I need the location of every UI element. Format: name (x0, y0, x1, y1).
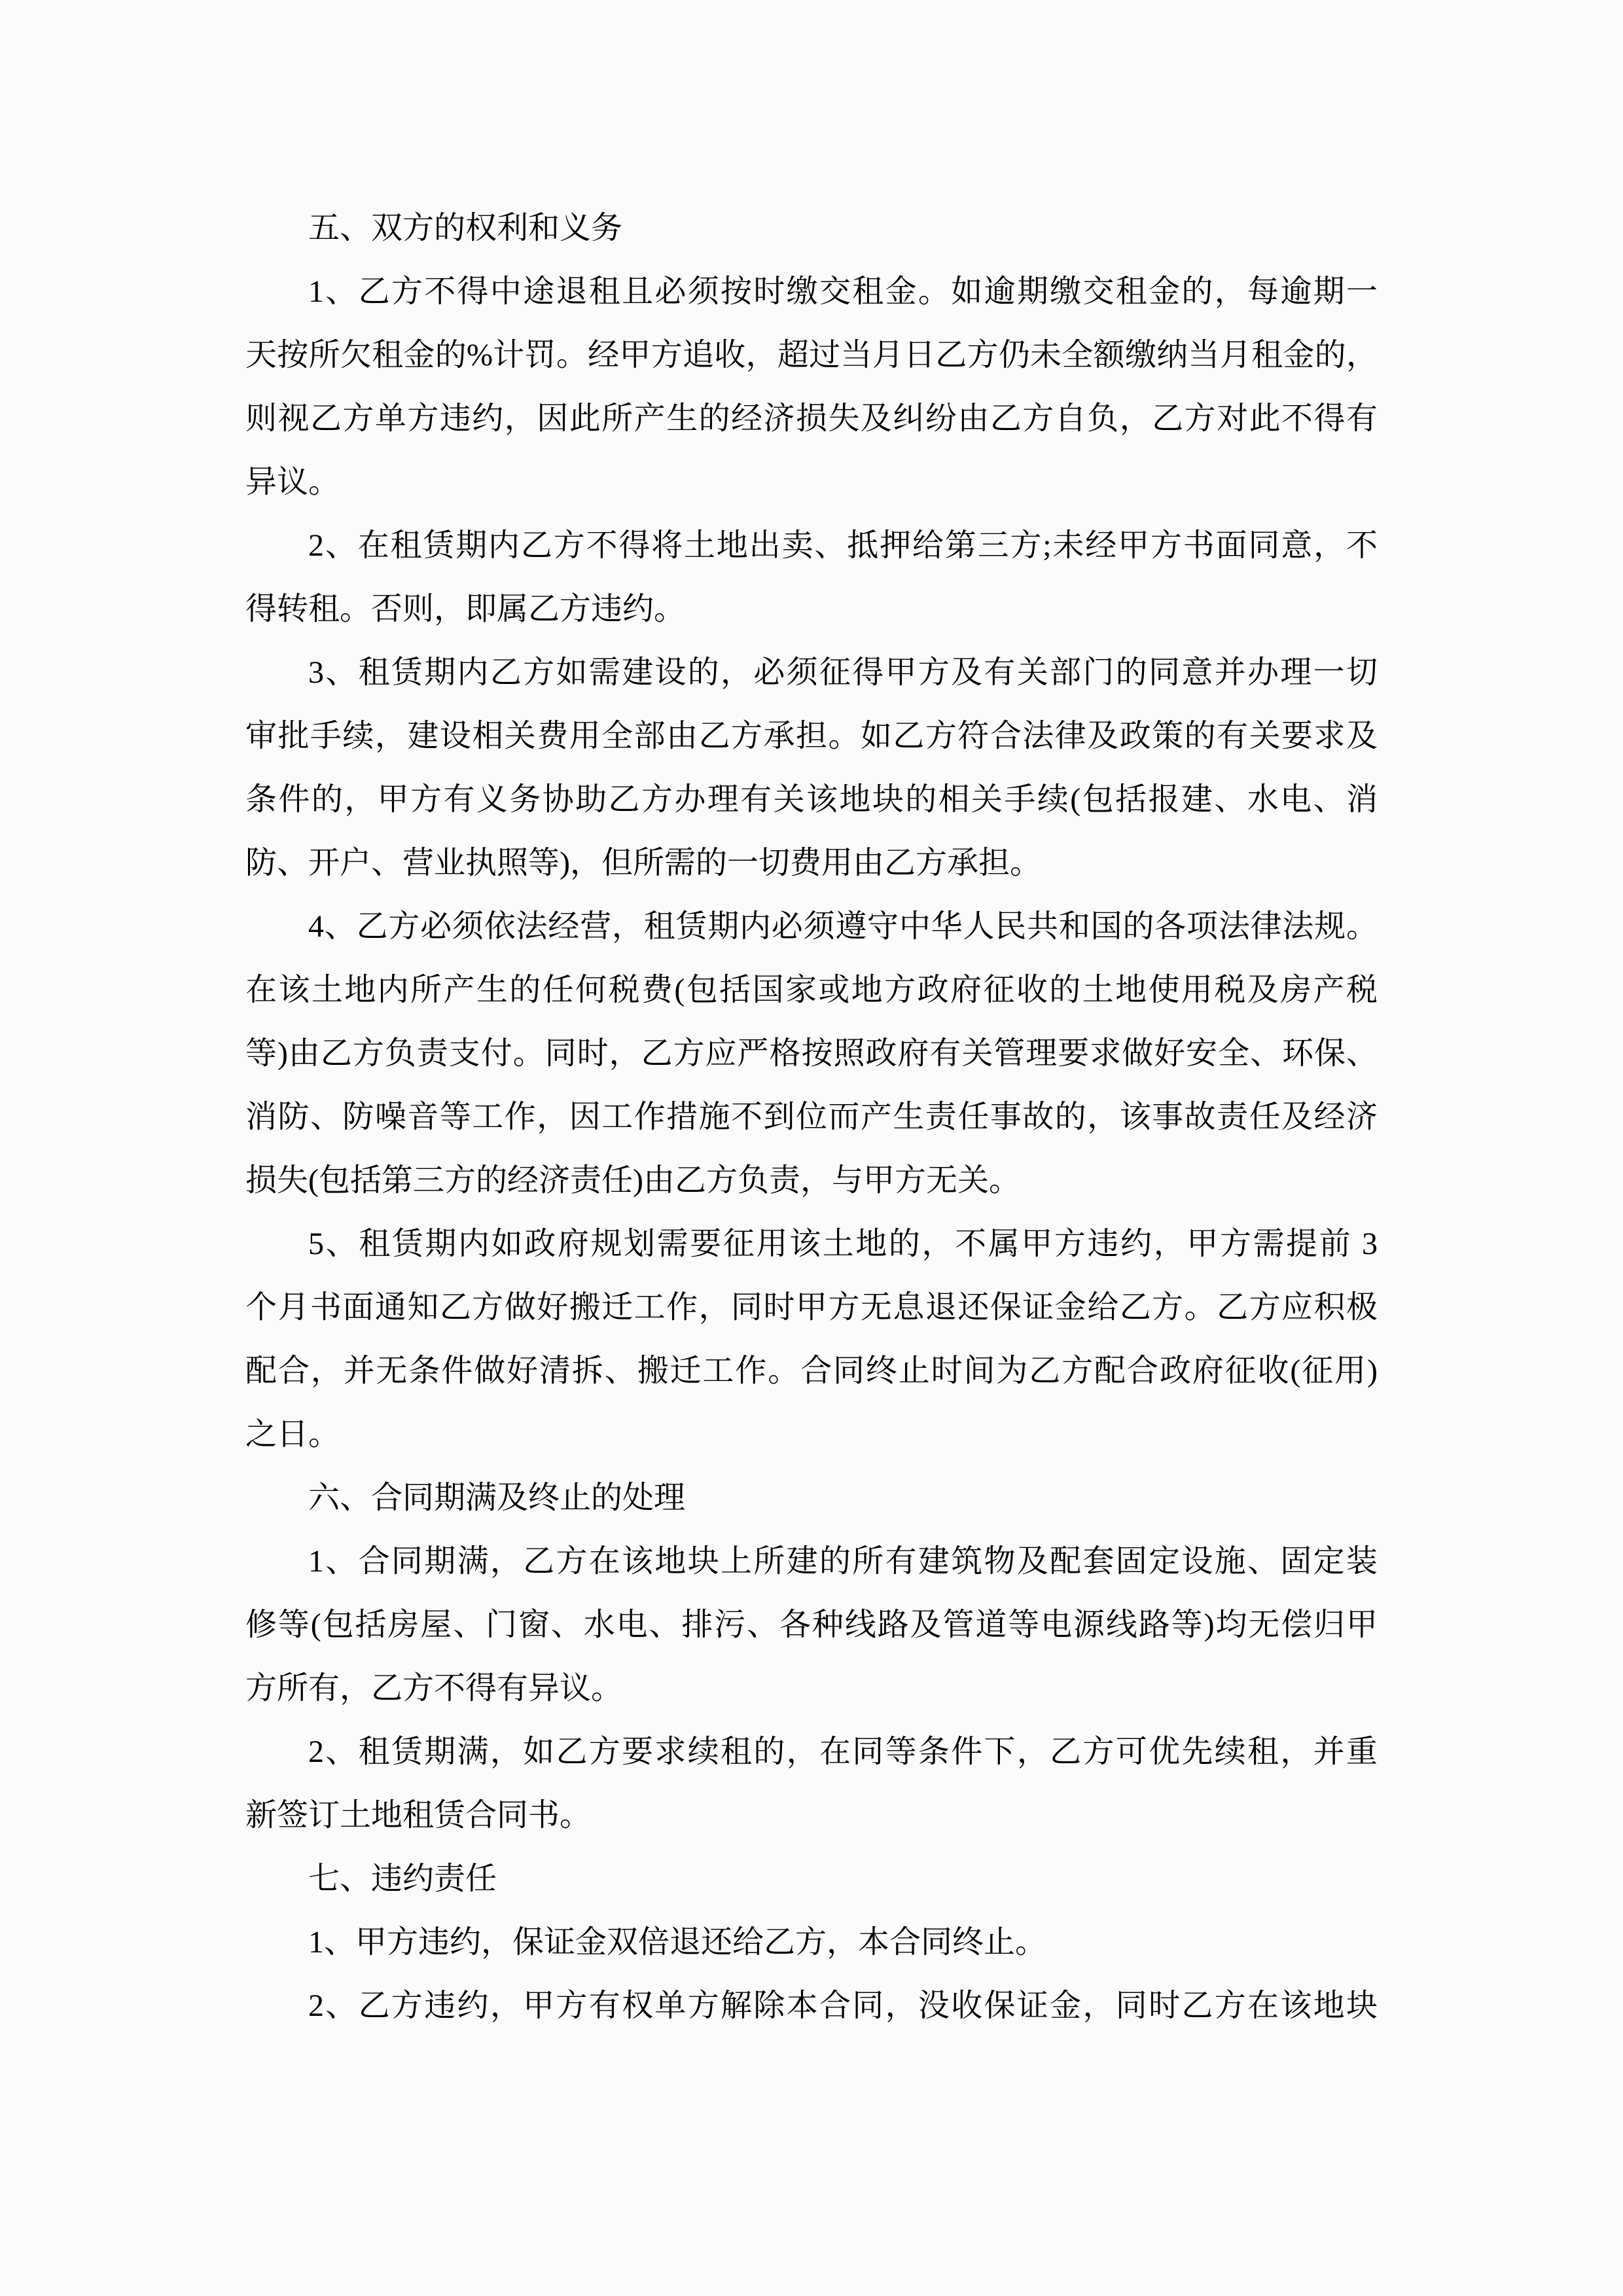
contract-line: 2、租赁期满，如乙方要求续租的，在同等条件下，乙方可优先续租，并重 (308, 1734, 1378, 1769)
contract-line: 4、乙方必须依法经营，租赁期内必须遵守中华人民共和国的各项法律法规。 (308, 909, 1378, 944)
contract-line: 异议。 (245, 465, 340, 499)
contract-line: 消防、防噪音等工作，因工作措施不到位而产生责任事故的，该事故责任及经济 (245, 1100, 1378, 1134)
contract-line: 配合，并无条件做好清拆、搬迁工作。合同终止时间为乙方配合政府征收(征用) (245, 1354, 1378, 1388)
contract-line: 方所有，乙方不得有异议。 (245, 1671, 623, 1706)
contract-line: 则视乙方单方违约，因此所产生的经济损失及纠纷由乙方自负，乙方对此不得有 (245, 401, 1378, 436)
contract-line: 1、乙方不得中途退租且必须按时缴交租金。如逾期缴交租金的，每逾期一 (308, 274, 1378, 309)
section-heading: 七、违约责任 (308, 1861, 497, 1896)
contract-line: 条件的，甲方有义务协助乙方办理有关该地块的相关手续(包括报建、水电、消 (245, 782, 1378, 817)
contract-line: 1、甲方违约，保证金双倍退还给乙方，本合同终止。 (308, 1925, 1047, 1960)
contract-line: 天按所欠租金的%计罚。经甲方追收，超过当月日乙方仍未全额缴纳当月租金的， (245, 338, 1378, 372)
contract-line: 防、开户、营业执照等)，但所需的一切费用由乙方承担。 (245, 846, 1041, 880)
contract-line: 审批手续，建设相关费用全部由乙方承担。如乙方符合法律及政策的有关要求及 (245, 719, 1378, 753)
contract-line: 个月书面通知乙方做好搬迁工作，同时甲方无息退还保证金给乙方。乙方应积极 (245, 1290, 1378, 1325)
contract-line: 损失(包括第三方的经济责任)由乙方负责，与甲方无关。 (245, 1163, 1020, 1198)
contract-line: 修等(包括房屋、门窗、水电、排污、各种线路及管道等电源线路等)均无偿归甲 (245, 1607, 1378, 1642)
contract-line: 在该土地内所产生的任何税费(包括国家或地方政府征收的土地使用税及房产税 (245, 973, 1378, 1007)
contract-text-block (245, 196, 1378, 2037)
contract-line: 1、合同期满，乙方在该地块上所建的所有建筑物及配套固定设施、固定装 (308, 1544, 1378, 1579)
contract-line: 得转租。否则，即属乙方违约。 (245, 592, 686, 626)
section-heading: 六、合同期满及终止的处理 (308, 1480, 686, 1515)
contract-line: 之日。 (245, 1417, 340, 1452)
contract-line: 3、租赁期内乙方如需建设的，必须征得甲方及有关部门的同意并办理一切 (308, 655, 1378, 690)
contract-line: 等)由乙方负责支付。同时，乙方应严格按照政府有关管理要求做好安全、环保、 (245, 1036, 1378, 1071)
contract-line: 新签订土地租赁合同书。 (245, 1798, 592, 1833)
section-heading: 五、双方的权利和义务 (308, 211, 623, 245)
contract-line: 2、在租赁期内乙方不得将土地出卖、抵押给第三方;未经甲方书面同意，不 (308, 528, 1378, 563)
contract-line: 2、乙方违约，甲方有权单方解除本合同，没收保证金，同时乙方在该地块 (308, 1988, 1378, 2023)
contract-line: 5、租赁期内如政府规划需要征用该土地的，不属甲方违约，甲方需提前 3 (308, 1227, 1378, 1261)
